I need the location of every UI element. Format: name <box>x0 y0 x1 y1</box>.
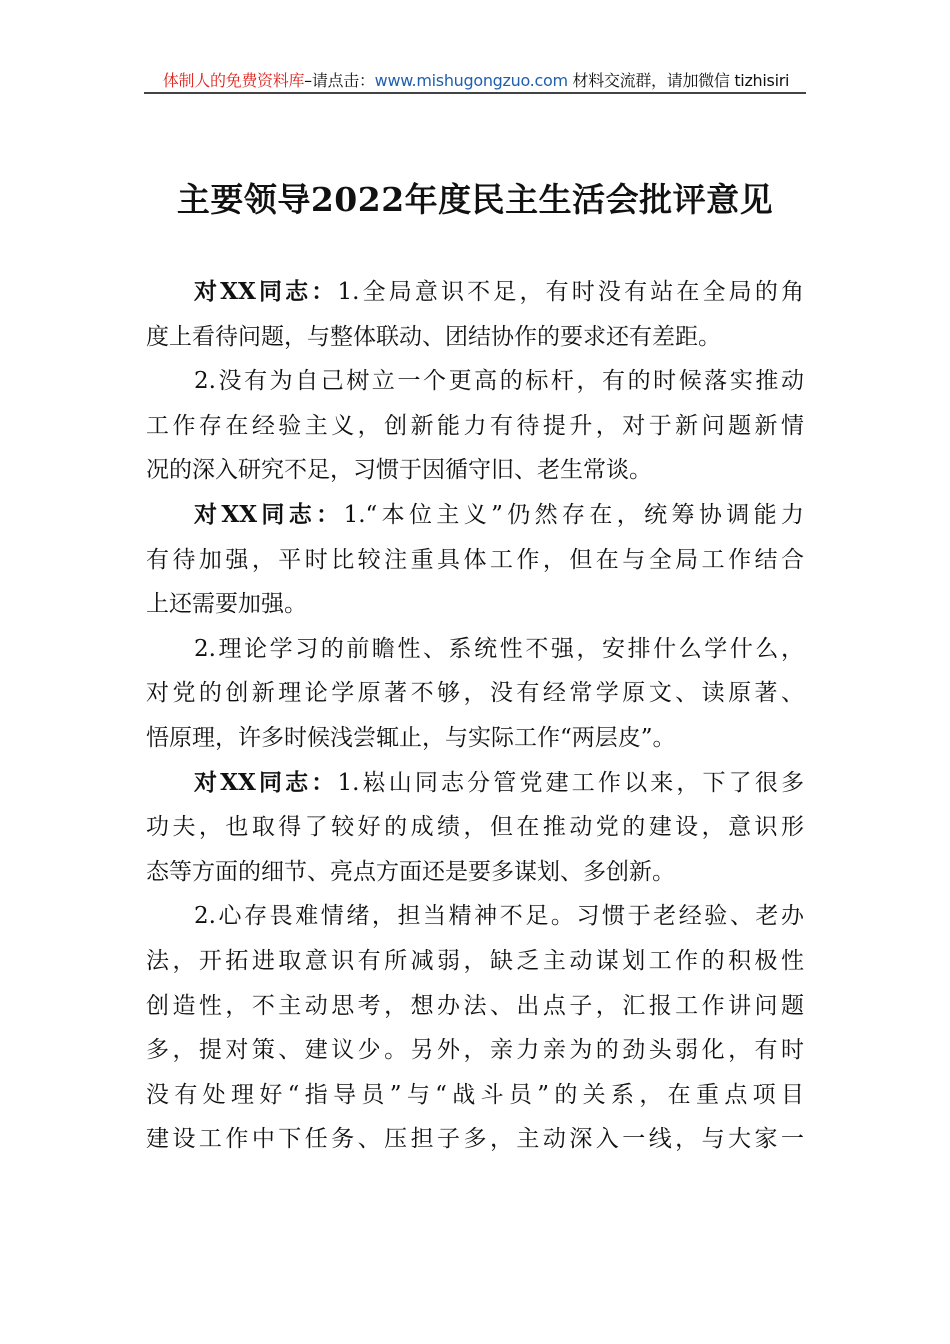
paragraph-line: 态等方面的细节、亮点方面还是要多谋划、多创新。 <box>146 858 675 885</box>
paragraph-lead: 对XX同志： <box>194 768 338 796</box>
paragraph-line: 2.没有为自己树立一个更高的标杆，有的时候落实推动 <box>194 368 804 395</box>
paragraph-line: 悟原理，许多时候浅尝辄止，与实际工作“两层皮”。 <box>146 724 676 751</box>
paragraph-line: 有待加强，平时比较注重具体工作，但在与全局工作结合 <box>146 546 804 573</box>
paragraph-line: 度上看待问题，与整体联动、团结协作的要求还有差距。 <box>146 323 721 350</box>
paragraph-line: 工作存在经验主义，创新能力有待提升，对于新问题新情 <box>146 412 804 439</box>
paragraph-line: 上还需要加强。 <box>146 591 307 618</box>
header-url-link[interactable]: www.mishugongzuo.com <box>374 71 568 90</box>
paragraph-line: 对党的创新理论学原著不够，没有经常学原文、读原著、 <box>146 680 804 707</box>
document-body <box>146 270 804 1162</box>
paragraph-lead: 对XX同志： <box>194 500 344 528</box>
paragraph-line: 建设工作中下任务、压担子多，主动深入一线，与大家一 <box>146 1126 804 1153</box>
page-header <box>146 68 806 91</box>
paragraph-line: 多，提对策、建议少。另外，亲力亲为的劲头弱化，有时 <box>146 1037 804 1064</box>
paragraph-line: 法，开拓进取意识有所减弱，缺乏主动谋划工作的积极性 <box>146 947 804 974</box>
paragraph-line: 2.心存畏难情绪，担当精神不足。习惯于老经验、老办 <box>194 903 804 930</box>
paragraph-line: 对XX同志：1.“本位主义”仍然存在，统筹协调能力 <box>194 500 804 528</box>
document-title: 主要领导2022年度民主生活会批评意见 <box>176 180 774 219</box>
header-divider <box>144 92 806 94</box>
paragraph-line: 创造性，不主动思考，想办法、出点子，汇报工作讲问题 <box>146 992 804 1019</box>
paragraph-line: 没有处理好“指导员”与“战斗员”的关系，在重点项目 <box>146 1081 804 1108</box>
header-brand: 体制人的免费资料库 <box>162 71 305 90</box>
paragraph-line: 况的深入研究不足，习惯于因循守旧、老生常谈。 <box>146 457 652 484</box>
paragraph-line: 对XX同志：1.崧山同志分管党建工作以来，下了很多 <box>194 768 804 796</box>
paragraph-line: 对XX同志：1.全局意识不足，有时没有站在全局的角 <box>194 278 804 305</box>
paragraph-lead: 对XX同志： <box>194 278 338 305</box>
paragraph-line: 2.理论学习的前瞻性、系统性不强，安排什么学什么， <box>194 635 804 662</box>
header-prompt: –请点击： <box>304 71 375 90</box>
header-tail: 材料交流群，请加微信 tizhisiri <box>572 71 790 90</box>
paragraph-line: 功夫，也取得了较好的成绩，但在推动党的建设，意识形 <box>146 814 804 841</box>
